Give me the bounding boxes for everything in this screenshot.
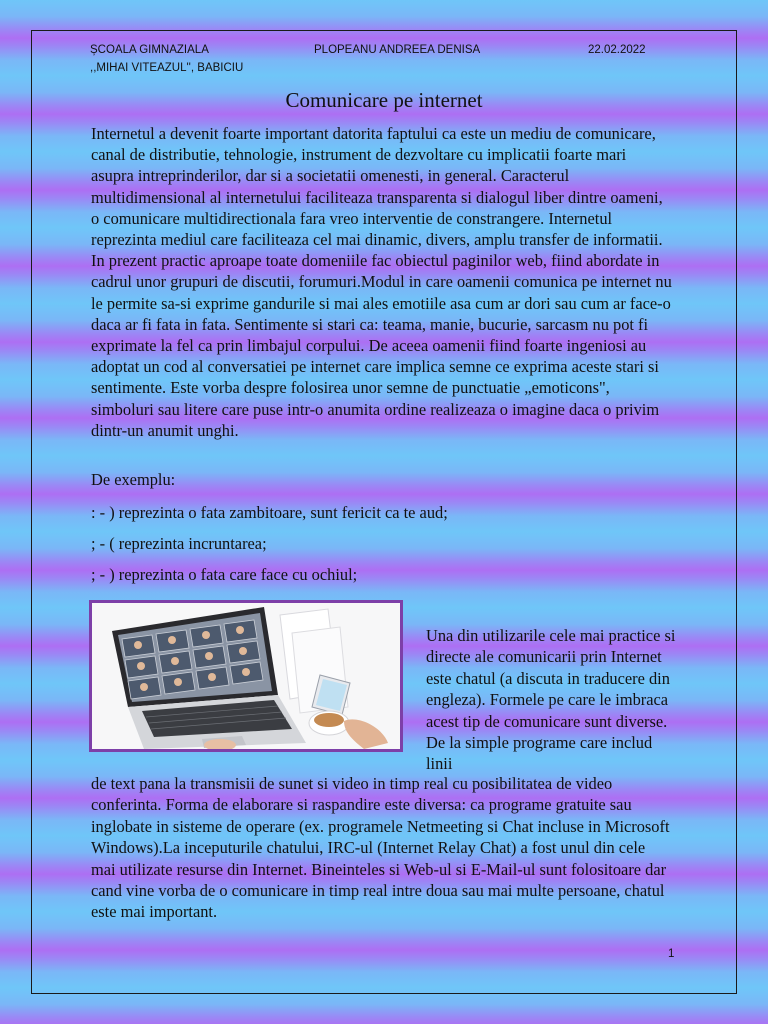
example-item: ; - ( reprezinta incruntarea;: [91, 534, 267, 553]
page-title: Comunicare pe internet: [285, 88, 483, 112]
paragraph-bottom: de text pana la transmisii de sunet si video in timp real cu posibilitatea de video conferinta. Forma de elaborare si raspandire este diversa: ca programe gratuite sau inglobate in sisteme de operare (ex. programele Netmeeting si Chat incluse in Microsoft Windows).La inceputurile chatului, IRC-ul (Internet Relay Chat) a fost unul din cele mai utilizate resurse din Internet. Bineinteles si Web-ul si E-Mail-ul sunt folositoare dar cand vine vorba de o comunicare in timp real intre doua sau mai multe persoane, chatul este mai important.: [91, 774, 670, 922]
laptop-video-conference-photo: [89, 600, 403, 752]
example-item: : - ) reprezinta o fata zambitoare, sunt fericit ca te aud;: [91, 503, 448, 522]
header-school-text: ȘCOALA GIMNAZIALA ,,MIHAI VITEAZUL'', BABICIU: [90, 44, 244, 74]
header-date: 22.02.2022: [588, 44, 646, 56]
paragraph-main: Internetul a devenit foarte important datorita faptului ca este un mediu de comunicare, canal de distributie, tehnologie, instrument de dezvoltare cu implicatii foarte mari asupra intreprinderilor, dar si a societatii omenesti, in general. Caracterul multidimensional al internetului faciliteaza transparenta si dialogul liber dintre oameni, o comunicare multidirectionala fara vreo interventie de constrangere. Internetul reprezinta mediul care faciliteaza cel mai dinamic, divers, amplu transfer de informatii. In prezent practic aproape toate domeniile fac obiectul paginilor web, fiind abordate in cadrul unor grupuri de discutii, forumuri.Modul in care oamenii comunica pe internet nu le permite sa-si exprime gandurile si mai ales emotiile asa cum ar dori sau cum ar face-o daca ar fi fata in fata. Sentimente si stari ca: teama, manie, bucurie, sarcasm nu pot fi exprimate la fel ca prin limbajul corpului. De aceea oamenii fiind foarte ingeniosi au adoptat un cod al conversatiei pe internet care implica semne ce exprima aceste stari si sentimente. Este vorba despre folosirea unor semne de punctuatie „emoticons", simboluri sau litere care puse intr-o anumita ordine realizeaza o imagine daca o privim dintr-un anumit unghi.: [91, 124, 672, 440]
laptop-photo-illustration: [92, 603, 400, 749]
header-author: PLOPEANU ANDREEA DENISA: [314, 44, 481, 56]
page-number: 1: [668, 948, 675, 960]
paragraph-side: Una din utilizarile cele mai practice si directe ale comunicarii prin Internet este chatul (a discuta in traducere din engleza). Formele pe care le imbraca acest tip de comunicare sunt diverse. De la simple programe care includ linii: [426, 626, 676, 774]
examples-intro: De exemplu:: [91, 470, 176, 489]
example-item: ; - ) reprezinta o fata care face cu ochiul;: [91, 565, 358, 584]
header-school: [90, 41, 243, 77]
